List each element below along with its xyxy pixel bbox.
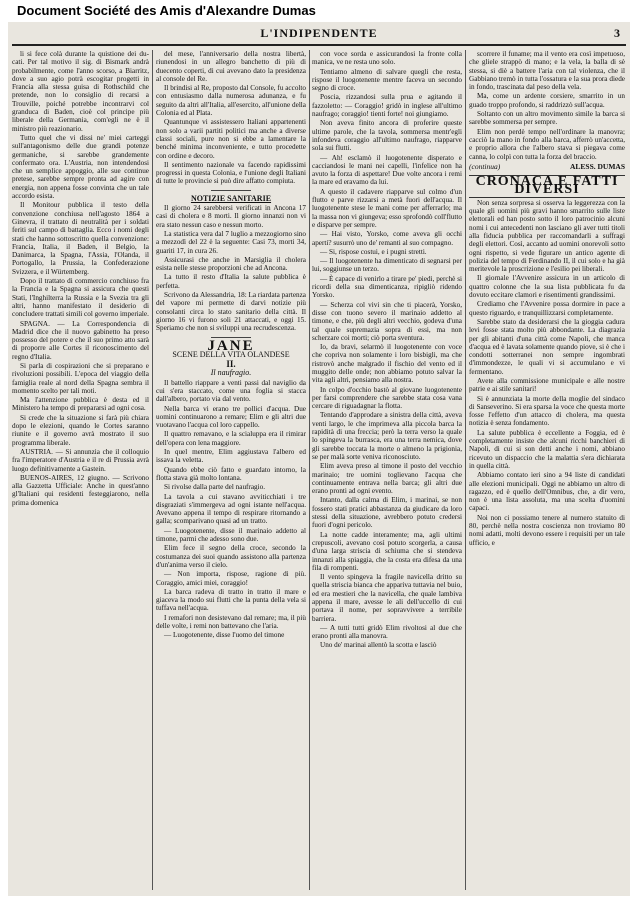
column-divider [309, 50, 310, 890]
article-paragraph: Il giorno 24 sarebbersi verificati in Ancona 17 casi di cholera e 8 morti. Il giorno innanzi non vi era stato nessun caso e nessun morto. [156, 204, 306, 229]
source-title: Document Société des Amis d'Alexandre Dumas [17, 3, 316, 18]
article-paragraph: — Si, rispose costui, e i pugni stretti. [320, 247, 427, 256]
article-paragraph: La barca radeva di tratto in tratto il mare e giaceva la modo sui flutti che la punta della vela si tuffava nell'acqua. [156, 587, 306, 613]
article-paragraph: — Ah! esclamò il luogotenente disperato e cacciandosi le mani nei capelli, l'infelice non ha avuto la forza di aspettare! Due volte ancora i remi la mare ed eravamo da lui. [312, 153, 462, 187]
page-number: 3 [614, 26, 620, 40]
article-paragraph: La tavola a cui stavano avviticchiati i tre disgraziati s'immergeva ad ogni istante nell'acqua. Avevano appena il tempo di respirare ritornando a galla; scomparivano quasi ad un tratto. [156, 492, 306, 526]
article-paragraph: La tutto il resto d'Italia la salute pubblica è perfetta. [156, 273, 306, 290]
article-paragraph: Quantunque vi assistessero Italiani appartenenti non solo a varii partiti politici ma anche a diverse classi sociali, pure non si ebbe a lamentare la benché minima inconveniente, e tutto procedette con ordine e decoro. [156, 118, 306, 160]
article-paragraph: Il vento spingeva la fragile navicella dritto su quella striscia bianca che appariva tuttavia nel buio, ed era mestieri che la navicella, che quale lambiva appena il mare, avesse le ali dell'uccello di cui portava il nome, per sopravvivere a terribile barriera. [312, 573, 462, 623]
article-paragraph: Si rivolse dalla parte del naufragio. [164, 483, 265, 492]
article-paragraph: Soltanto con un altro movimento simile la barca si sarebbe sommersa per sempre. [469, 110, 625, 127]
column-divider [152, 50, 153, 890]
article-paragraph: — Hai visto, Yorsko, come aveva gli occhi aperti? susurrò uno de' remanti al suo compagno. [312, 230, 462, 247]
article-paragraph: Poscia, rizzandosi sulla prua e agitando il fazzoletto: — Coraggio! gridò in inglese all'ultimo naufrago; coraggio! tienti forte! noi giungiamo. [312, 93, 462, 119]
article-paragraph: — Luogotenente, disse il marinaio addetto al timone, parmi che adesso sono due. [156, 526, 306, 544]
signature-line [469, 163, 625, 171]
masthead [8, 26, 630, 42]
article-paragraph: Elim non perdè tempo nell'ordinare la manovra; cacciò la mano in fondo alla barca, afferrò un'accetta, e proprio allora che l'albero stava si piegava come canna, lo colpì con tutta la forza del braccio. [469, 127, 625, 161]
article-paragraph: — È capace di venirlo a tirare pe' piedi, perchè si ricordi della sua dimenticanza, ripigliò ridendo Yorsko. [312, 274, 462, 300]
article-paragraph: SPAGNA. — La Correspondencia di Madrid dice che il nuovo gabinetto ha preso possesso del potere e che il suo primo atto sarà di proporre alle Cortes il riconoscimento del regno d'Italia. [12, 319, 149, 361]
article-paragraph: scorrere il funame; ma il vento era così impetuoso, che gliele strappò di mano; e la vela, la balla di sè stessa, si diè a battere l'aria con tal violenza, che il Gabbiano tremò in tutta l'ossatura e la sua prora diede in fondo, trascinata dal peso della vela. [469, 50, 625, 92]
notizie-heading: NOTIZIE SANITARIE [190, 193, 272, 203]
article-paragraph: Non aveva finito ancora di proferire queste ultime parole, che la tavola, sommersa mentr'egli infondeva coraggio all'ultimo naufrago, riapparve sola sui flutti. [312, 119, 462, 153]
article-paragraph: Quando ebbe ciò fatto e guardato intorno, la flotta stava già molto lontana. [156, 465, 306, 482]
article-paragraph: La salute pubblica è eccellente a Foggia, ed è completamente insiste che alcuni ricchi banchieri di Napoli, di cui si son detti anche i nomi, abbiano ricevuto un dispaccio che la malattia s'era dichiarata in quella città. [469, 428, 625, 470]
article-paragraph: Assicurasi che anche in Marsiglia il cholera esista nelle stesse proporzioni che ad Ancona. [156, 255, 306, 273]
article-paragraph: Crediamo che l'Avvenire possa dormire in pace a questo riguardo, e tranquillizzarsi completamente. [469, 300, 625, 317]
article-paragraph: li si fece colà durante la quistione dei du-cati. Per tal motivo il sig. di Bismark andrà probabilmente, come l'anno scorso, a Biarritz, dove a suo agio potrà escogitar progetti in Francia alla stessa guisa di Rothschild che pretende, non lo consiglio di recarsi a Trouville, poiché potrebbe incontrarvi col granduca di Baden, cioè col principe più liberale della Germania, com'egli ne è il ministro più reazionario. [12, 50, 149, 133]
article-paragraph: Il giornale l'Avvenire assicura in un articolo di quattro colonne che la sua lista pubblicata fu da dovuto eccitare clamori e risentimenti grandissimi. [469, 274, 625, 300]
article-paragraph: Si è annunziata la morte della moglie del sindaco di Sanseverino. Si era sparsa la voce che questa morte fosse l'effetto d'un attacco di cholera, ma questa notizia è senza fondamento. [469, 394, 625, 428]
column-4 [469, 50, 625, 892]
chapter-number: II. [226, 359, 236, 370]
article-paragraph: Ma l'attenzione pubblica è desta ed il Ministero ha tempo di prepararsi ad ogni cosa. [12, 396, 149, 413]
article-paragraph: — Luogotenente, disse l'uomo del timone [164, 631, 285, 640]
column-3 [312, 50, 462, 892]
article-paragraph: con voce sorda e assicurandosi la fronte colla manica, ve ne resta uno solo. [312, 50, 462, 67]
newspaper-name: L'INDIPENDENTE [260, 26, 378, 40]
article-paragraph: — Scherza col vivi sin che ti piacerà, Yorsko, disse con tuono severo il marinaio addetto al timone, e che, più degli altri vecchio, godeva d'una tal quale supremazia sopra di essi, ma non scherzare coi morti; ciò porta sventura. [312, 300, 462, 342]
article-paragraph: Noi non ci possiamo tenere al numero statuito di 80, perchè nella nostra coscienza non troviamo 80 nomi adatti, molti devono essere i requisiti per un tale ufficio, e [469, 513, 625, 547]
column-2 [156, 50, 306, 892]
article-paragraph: Ma, come un ardente corsiere, smarrito in un guado troppo profondo, si raddrizzò sull'acqua. [469, 92, 625, 109]
article-paragraph: Si parla di cospirazioni che si preparano e rivoluzioni possibili. L'epoca del viaggio della famiglia reale al nord della Spagna sembra il momento scelto per tali moti. [12, 361, 149, 395]
article-paragraph: La notte cadde interamente; ma, agli ultimi crepuscoli, avevano così potuto scorgerla, a causa d'una larga striscia di schiuma che si stendeva innanzi alla spiaggia, che la costa era difesa da una fila di rompenti. [312, 530, 462, 572]
article-paragraph: In colpo d'occhio bastò al giovane luogotenente per farsi comprendere che sarebbe stata cosa vana cercare di riguadagnar la flotta. [312, 385, 462, 411]
article-paragraph: Il brindisi al Re, proposto dal Console, fu accolto con entusiasmo dalla numerosa adunanza, e fu seguito da altri all'Italia, all'esercito, all'unione della Colonia ed al Plata. [156, 84, 306, 118]
article-paragraph: AUSTRIA. — Si annunzia che il colloquio fra l'imperatore d'Austria e il re di Prussia avrà luogo definitivamente a Gastein. [12, 447, 149, 473]
article-paragraph: Elim fece il segno della croce, secondo la costumanza dei suoi quando assistono alla partenza d'un'anima verso il cielo. [156, 544, 306, 569]
article-paragraph: — Non importa, rispose, ragione di più. Coraggio, amici miei, coraggio! [156, 570, 306, 587]
article-paragraph: In quel mentre, Elim aggiustava l'albero ed issava la veletta. [156, 448, 306, 465]
section-separator [211, 190, 251, 191]
article-paragraph: Dopo il trattato di commercio conchiuso fra la Francia e la Spagna si assicura che questi Stati, l'Inghilterra la Russia e la Svezia tra gli altri, hanno manifestato il desiderio di concludere trattati simili col governo imperiale. [12, 277, 149, 319]
newspaper-page [8, 22, 630, 896]
article-paragraph: Intanto, dalla calma di Elim, i marinai, se non fossero stati pratici abbastanza da giudicare da loro stessi della situazione, avrebbero potuto credersi fuori d'ogni pericolo. [312, 496, 462, 530]
article-paragraph: Il battello riappare a venti passi dal naviglio da cui s'era staccato, come una foglia si stacca dall'albero, portato via dal vento. [156, 378, 306, 404]
article-paragraph: Tentando d'approdare a sinistra della città, aveva venti largo, le che imprimeva alla piccola barca la rapidità di una freccia; però la terra verso la quale lo spingeva la burrasca, era una terra nemica, dove gli sarebbe toccata la morte o almeno la prigionia, se per malà sorte veniva riconosciuto. [312, 411, 462, 461]
article-paragraph: Elim aveva preso al timone il posto del vecchio marinaio; tre uomini toglievano l'acqua che continuamente entrava nella barca; gli altri due erano pronti ad ogni evento. [312, 462, 462, 496]
article-paragraph: Nella barca vi erano tre pollici d'acqua. Due uomini continuarono a remare; Elim e gli altri due vuotavano l'acqua col loro cappello. [156, 404, 306, 430]
column-divider [465, 50, 466, 890]
continua-label: (continua) [469, 161, 501, 171]
article-paragraph: Sarebbe stato da desiderarsi che la gioggia cadura levi fosse stata molto più abbondante. La diagrazia per gli abitanti d'una città come Napoli, che manca d'acqua ed è lavata solamente quando piove, si è che i condotti sotterranei non sempre ingombrati d'immondezze, le quali vi si accumulano e vi fermentano. [469, 317, 625, 376]
source-bar [0, 0, 636, 22]
article-paragraph: — A tutti tutti gridò Elim rivoltosi al due che erano pronti alla manovra. [312, 623, 462, 641]
article-paragraph: Il Monitour pubblica il testo della convenzione conchiusa nell'agosto 1864 a Ginevra, il trattato di neutralità per i soldati feriti sul campo di battaglia. Ecco i nomi degli stati che hanno sottoscritto quella convenzione: Francia, Italia, il Baden, il Belgio, la Danimarca, la Spagna, l'Assia, l'Olanda, il Portogallo, la Prussia, la Confederazione Svizzera, e il Würtemberg. [12, 201, 149, 276]
article-paragraph: A questo il cadavere riapparve sul colmo d'un flutto e parve rizzarsi a metà fuori dell'acqua. Il luogotenente stese le mani come per afferrarlo; ma la massa non vi giungeva; esso sprofondò coll'flutto e disparve per sempre. [312, 187, 462, 229]
column-1 [12, 50, 149, 892]
article-paragraph: Io, da bravi, selarmò il luogotenente con voce che copriva non solamente i loro bisbigli, ma che ristrovò anche malgrado il fischio del vento ed il muggito delle onde; non abbiamo potuto salvar la vita agli altri, pensiamo alla nostra. [312, 343, 462, 385]
article-paragraph: — Il luogotenente ha dimenticato di segnarsi per lui, soggiunse un terzo. [312, 257, 462, 274]
article-paragraph: Tentiamo almeno di salvare quegli che resta, rispose il luogotenente mentre faceva un secondo segno di croce. [312, 67, 462, 93]
article-paragraph: Uno de' marinai allentò la scotta e lasciò [320, 641, 437, 650]
article-paragraph: I remafori non desistevano dal remare; ma, il più delle volte, i remi non battevano che l'aria. [156, 613, 306, 630]
article-paragraph: Scrivono da Alessandria, 18: La riardata partenza del vapore mi permette di darvi notizie più consolanti circa lo stato sanitario della città. Il giorno 16 vi furono soli 21 attaccati, e oggi 15. Speriamo che non si sviluppi una recrudescenza. [156, 291, 306, 333]
article-paragraph: BUENOS-AIRES, 12 giugno. — Scrivono alla Gazzetta Ufficiale: Anche in quest'anno gl'Italiani qui residenti festeggiarono, nella prima domenica [12, 473, 149, 507]
article-paragraph: del mese, l'anniversario della nostra libertà, riunendosi in un allegro banchetto di più di duecento coperti, di cui avevano dato la presidenza al console del Re. [156, 50, 306, 83]
article-paragraph: Si crede che la situazione si farà più chiara dopo le elezioni, quando le Cortes saranno riunite e il governo avrà mostrato il suo programma liberale. [12, 413, 149, 447]
article-paragraph: Il quattro remavano, e la scialuppa era il rimirar dell'opera con lena maggiore. [156, 430, 306, 447]
article-paragraph: Il sentimento nazionale va facendo rapidissimi progressi in questa Colonia, e l'unione degli Italiani di tutte le provincie si può dire affatto compiuta. [156, 160, 306, 186]
article-paragraph: Avete alla commissione municipale e alle nostre patrie e ai stile sanitari! [469, 376, 625, 394]
article-paragraph: Abbiamo contato ieri sino a 94 liste di candidati alle elezioni municipali. Oggi ne abbiamo un altro di ragazzo, ed è quello dell'Omnibus, che, a dir vero, non è una lista assoluta, ma una scelta d'uomini capaci. [469, 471, 625, 513]
author-signature: ALESS. DUMAS [569, 161, 625, 171]
article-paragraph: Tutto quel che vi dissi ne' miei carteggi sull'antagonismo delle due grandi potenze germaniche, si sarebbe grandemente confermato ora. L'Austria, non intendendosi che un semplice appoggio, alle sue continue pretese, sarebbe sempre pronta ad agire con energia, non appena fosse convinta che un tale accordo esista. [12, 133, 149, 201]
article-paragraph: Non senza sorpresa si osserva la leggerezza con la quale gli uomini più gravi hanno smarrito sulle liste elettorali ed han posto sotto il loro patrocinio alcuni nomi i cui antecedenti non lasciano gli aver tutti titoli alla fiducia pubblica per raccomandarli a suffragi degli elettori. Così, accanto ad uomini onorevoli sotto ogni rispetto, si vede figurare un antico agente di polizia del tempo di Ferdinando II, il cui solo e ha già meritevole la proscrizione e l'esilio pei liberali. [469, 198, 625, 274]
feuilleton-subtitle: SCENE DELLA VITA OLANDESE [172, 349, 290, 359]
masthead-rule [12, 44, 626, 46]
article-paragraph: La statistica vera dal 7 luglio a mezzogiorno sino a mezzodì del 22 è la seguente: Casi 73, morti 34, guariti 17, in cura 26. [156, 229, 306, 255]
feuilleton-title: JANE [207, 337, 255, 354]
cronaca-heading: CRONACA E FATTI DIVERSI [469, 175, 625, 198]
chapter-title: Il naufragio. [210, 368, 252, 378]
